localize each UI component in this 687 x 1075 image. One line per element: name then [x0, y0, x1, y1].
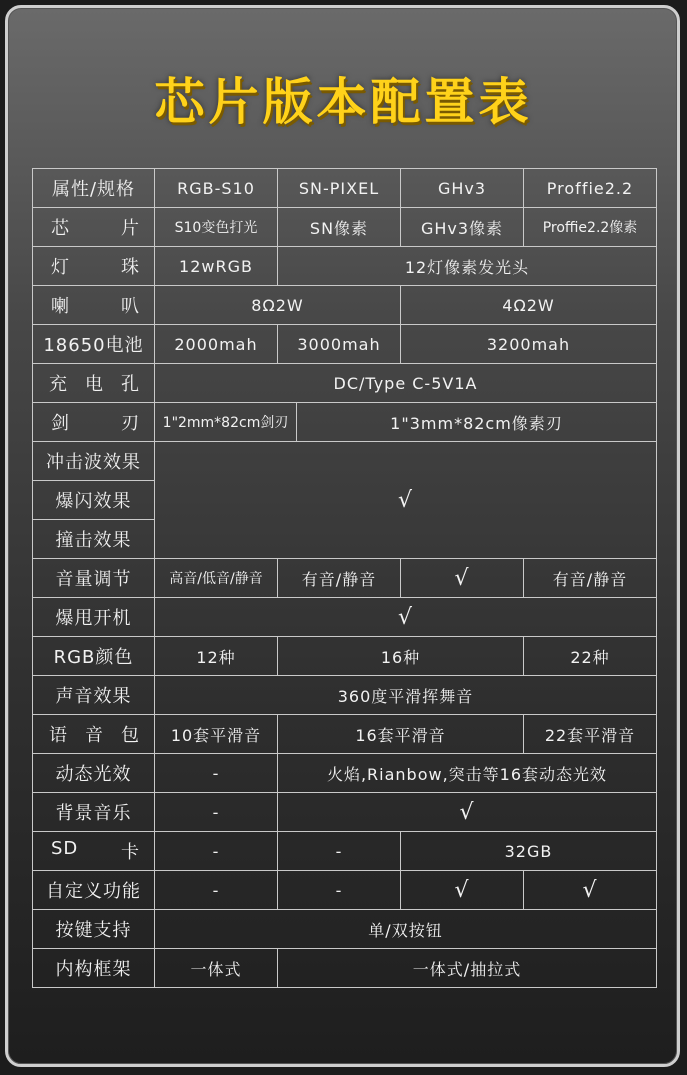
cell-value: - — [278, 832, 401, 871]
row-label-soundfont: 语 音 包 — [33, 715, 155, 754]
cell-value: 1"2mm*82cm剑刃 — [155, 403, 297, 441]
row-label-rgb-colors: RGB颜色 — [33, 637, 155, 676]
cell-value: - — [155, 832, 278, 871]
table-row — [33, 325, 657, 364]
check-mark: √ — [401, 559, 524, 598]
row-label-speaker: 喇 叭 — [33, 286, 155, 325]
row-label-sound-fx: 声音效果 — [33, 676, 155, 715]
cell-value: 一体式/抽拉式 — [278, 949, 657, 988]
cell-value: 16种 — [278, 637, 524, 676]
table-row — [33, 910, 657, 949]
table-row — [33, 598, 657, 637]
row-label-sd-card: SD 卡 — [33, 832, 155, 871]
table-row — [33, 247, 657, 286]
table-row — [33, 715, 657, 754]
cell-value: 8Ω2W — [155, 286, 401, 325]
table-row — [33, 403, 657, 442]
cell-value: - — [155, 793, 278, 832]
cell-value: 4Ω2W — [401, 286, 657, 325]
row-label-buttons: 按键支持 — [33, 910, 155, 949]
table-row — [33, 442, 657, 481]
cell-value: 单/双按钮 — [155, 910, 657, 949]
cell-value: - — [155, 871, 278, 910]
row-label-charge: 充 电 孔 — [33, 364, 155, 403]
header-ghv3: GHv3 — [401, 169, 524, 208]
row-label-custom: 自定义功能 — [33, 871, 155, 910]
cell-value: 16套平滑音 — [278, 715, 524, 754]
cell-value: - — [278, 871, 401, 910]
row-label-bg-music: 背景音乐 — [33, 793, 155, 832]
row-label-dynamic-light: 动态光效 — [33, 754, 155, 793]
table-row — [33, 637, 657, 676]
page-title: 芯片版本配置表 — [154, 73, 533, 131]
cell-value: 360度平滑挥舞音 — [155, 676, 657, 715]
row-label-flash: 爆闪效果 — [33, 481, 155, 520]
check-mark: √ — [401, 871, 524, 910]
cell-value: GHv3像素 — [401, 208, 524, 247]
cell-value: 22种 — [524, 637, 657, 676]
cell-value: 一体式 — [155, 949, 278, 988]
row-label-frame: 内构框架 — [33, 949, 155, 988]
cell-value: S10变色打光 — [155, 208, 278, 247]
row-label-bead: 灯 珠 — [33, 247, 155, 286]
cell-value: 12灯像素发光头 — [278, 247, 657, 286]
cell-value: 有音/静音 — [524, 559, 657, 598]
table-row — [33, 169, 657, 208]
table-row — [33, 286, 657, 325]
header-proffie: Proffie2.2 — [524, 169, 657, 208]
cell-value: SN像素 — [278, 208, 401, 247]
cell-value: 3200mah — [401, 325, 657, 364]
cell-value: 高音/低音/静音 — [155, 559, 278, 598]
cell-value: 3000mah — [278, 325, 401, 364]
blade-cells — [155, 403, 657, 442]
cell-value: 2000mah — [155, 325, 278, 364]
row-label-swing-on: 爆甩开机 — [33, 598, 155, 637]
spec-table — [32, 168, 657, 988]
table-row — [33, 676, 657, 715]
table-row — [33, 949, 657, 988]
cell-value: 12wRGB — [155, 247, 278, 286]
cell-value: - — [155, 754, 278, 793]
row-label-battery: 18650电池 — [33, 325, 155, 364]
check-mark: √ — [155, 598, 657, 637]
cell-value: Proffie2.2像素 — [524, 208, 657, 247]
row-label-clash: 撞击效果 — [33, 520, 155, 559]
cell-value: 22套平滑音 — [524, 715, 657, 754]
table-row — [33, 559, 657, 598]
check-mark: √ — [524, 871, 657, 910]
cell-value: DC/Type C-5V1A — [155, 364, 657, 403]
table-row — [33, 793, 657, 832]
table-row — [33, 754, 657, 793]
cell-value: 1"3mm*82cm像素刃 — [390, 413, 563, 433]
table-row — [33, 832, 657, 871]
header-sn-pixel: SN-PIXEL — [278, 169, 401, 208]
header-rgb-s10: RGB-S10 — [155, 169, 278, 208]
table-row — [33, 871, 657, 910]
check-mark: √ — [278, 793, 657, 832]
table-row — [33, 208, 657, 247]
cell-value: 有音/静音 — [278, 559, 401, 598]
header-label: 属性/规格 — [33, 169, 155, 208]
row-label-chip: 芯 片 — [33, 208, 155, 247]
check-mark: √ — [155, 442, 657, 559]
row-label-blade: 剑 刃 — [33, 403, 155, 442]
cell-value: 12种 — [155, 637, 278, 676]
table-row — [33, 364, 657, 403]
cell-value: 火焰,Rianbow,突击等16套动态光效 — [278, 754, 657, 793]
cell-value: 10套平滑音 — [155, 715, 278, 754]
cell-value: 32GB — [401, 832, 657, 871]
row-label-shockwave: 冲击波效果 — [33, 442, 155, 481]
row-label-volume: 音量调节 — [33, 559, 155, 598]
